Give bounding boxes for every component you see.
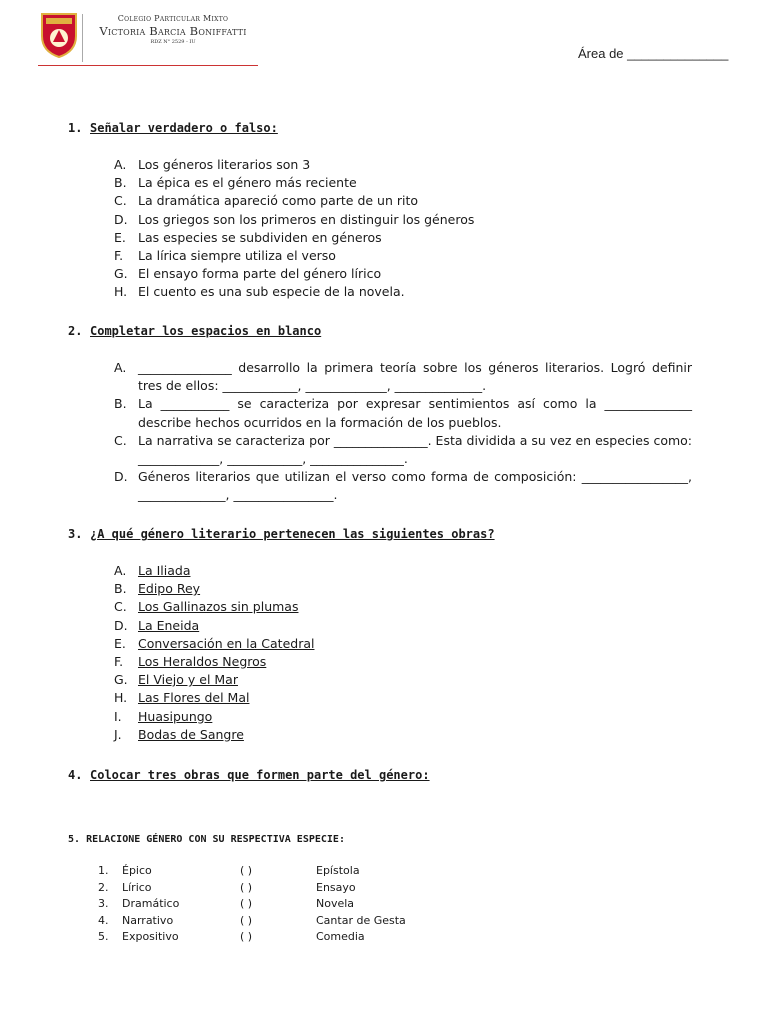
list-item (114, 211, 474, 229)
list-item (114, 562, 314, 580)
school-name-line2: Victoria Barcia Boniffatti (99, 24, 247, 38)
item-label: G. (114, 672, 128, 688)
table-row (98, 864, 428, 881)
list-item (114, 653, 314, 671)
item-label: J. (114, 726, 122, 742)
list-item (114, 598, 314, 616)
item-text: El ensayo forma parte del género lírico (138, 266, 382, 282)
question-number: 1. (68, 121, 83, 135)
genre-cell: Lírico (122, 880, 152, 894)
item-label: D. (114, 617, 128, 633)
question-number: 4. (68, 768, 83, 782)
item-text: Las especies se subdividen en géneros (138, 229, 382, 245)
item-label: C. (114, 599, 127, 615)
item-text: Los Gallinazos sin plumas (138, 599, 299, 615)
list-item (114, 580, 314, 598)
item-text: Los Heraldos Negros (138, 654, 267, 670)
answer-blank[interactable]: ( ) (240, 897, 253, 910)
item-text: Bodas de Sangre (138, 726, 244, 742)
item-text: La narrativa se caracteriza por _______________. Esta dividida a su vez en especies como: _____________, ____________, _______________. (138, 432, 692, 467)
school-name (88, 14, 258, 45)
item-text: Los griegos son los primeros en distinguir los géneros (138, 211, 475, 227)
item-label: D. (114, 469, 128, 485)
question-number: 3. (68, 527, 83, 541)
list-item (114, 468, 692, 504)
list-item (114, 635, 314, 653)
list-item (114, 229, 474, 247)
table-row (98, 914, 428, 931)
species-cell: Ensayo (316, 880, 356, 894)
table-row (98, 881, 428, 898)
item-label: I. (114, 708, 122, 724)
item-text: La ___________ se caracteriza por expresar sentimientos así como la ______________ describe hechos ocurridos en la formación de los pueblos. (138, 396, 692, 430)
item-label: F. (114, 248, 124, 264)
table-row (98, 930, 428, 947)
item-label: B. (114, 581, 127, 597)
header-divider (82, 14, 83, 62)
question-title: ¿A qué género literario pertenecen las siguientes obras? (90, 527, 495, 541)
list-item (114, 395, 692, 431)
item-label: E. (114, 229, 126, 245)
question-title: RELACIONE GÉNERO CON SU RESPECTIVA ESPECIE: (86, 834, 345, 845)
question-4-heading (68, 768, 430, 782)
table-row (98, 897, 428, 914)
item-text: Géneros literarios que utilizan el verso como forma de composición: _________________, ______________, ________________. (138, 469, 692, 503)
genre-cell: Expositivo (122, 930, 179, 943)
question-title: Señalar verdadero o falso: (90, 121, 278, 135)
item-text: Edipo Rey (138, 581, 201, 597)
item-label: G. (114, 266, 128, 282)
school-crest-icon (40, 12, 78, 58)
species-cell: Novela (316, 897, 355, 910)
genre-cell: Narrativo (122, 913, 174, 927)
species-cell: Epístola (316, 864, 360, 877)
item-label: C. (114, 432, 127, 448)
item-text: La lírica siempre utiliza el verso (138, 248, 336, 264)
item-text: La Iliada (138, 563, 191, 578)
genre-cell: Dramático (122, 897, 180, 910)
question-number: 5. (68, 834, 81, 845)
item-label: A. (114, 563, 127, 578)
list-item (114, 265, 474, 283)
row-number: 1. (98, 864, 109, 877)
list-item (114, 617, 314, 635)
row-number: 4. (98, 913, 109, 927)
matching-table (98, 864, 428, 947)
answer-blank[interactable]: ( ) (240, 913, 253, 927)
question-1-heading (68, 121, 278, 135)
row-number: 2. (98, 880, 109, 894)
item-text: Huasipungo (138, 708, 213, 724)
item-text: El cuento es una sub especie de la novela. (138, 284, 405, 300)
item-text: Conversación en la Catedral (138, 635, 315, 651)
list-item (114, 689, 314, 707)
item-label: B. (114, 396, 127, 412)
question-title: Colocar tres obras que formen parte del género: (90, 768, 430, 782)
school-header (38, 10, 260, 68)
question-3-heading (68, 527, 495, 541)
item-label: A. (114, 360, 127, 375)
question-2-list (114, 359, 692, 505)
item-text: El Viejo y el Mar (138, 672, 238, 688)
species-cell: Cantar de Gesta (316, 913, 406, 927)
row-number: 5. (98, 930, 109, 943)
list-item (114, 174, 474, 192)
item-label: F. (114, 654, 124, 670)
question-3-list (114, 562, 314, 744)
item-label: A. (114, 157, 127, 172)
item-label: H. (114, 690, 128, 706)
answer-blank[interactable]: ( ) (240, 864, 253, 877)
answer-blank[interactable]: ( ) (240, 880, 253, 894)
question-2-heading (68, 324, 321, 338)
question-1-list (114, 156, 474, 302)
list-item (114, 671, 314, 689)
list-item (114, 283, 474, 301)
school-name-line1: Colegio Particular Mixto (117, 14, 229, 23)
row-number: 3. (98, 897, 109, 910)
item-label: E. (114, 635, 126, 651)
list-item (114, 156, 474, 174)
species-cell: Comedia (316, 930, 365, 943)
item-text: _______________ desarrollo la primera teoría sobre los géneros literarios. Logró definir tres de ellos: ____________, _____________, ______________. (138, 360, 692, 394)
question-title: Completar los espacios en blanco (90, 324, 322, 338)
item-text: La épica es el género más reciente (138, 175, 357, 191)
item-label: H. (114, 284, 128, 300)
area-field[interactable]: Área de ______________ (578, 46, 729, 61)
school-registration: RDZ N° 2529 - IU (150, 39, 196, 45)
item-text: Las Flores del Mal (138, 690, 250, 706)
list-item (114, 359, 692, 395)
item-text: La Eneida (138, 617, 200, 633)
item-text: La dramática apareció como parte de un rito (138, 193, 419, 209)
item-label: D. (114, 211, 128, 227)
list-item (114, 247, 474, 265)
item-label: B. (114, 175, 127, 191)
question-5-heading (68, 834, 345, 845)
list-item (114, 432, 692, 468)
item-label: C. (114, 193, 127, 209)
list-item (114, 192, 474, 210)
question-number: 2. (68, 324, 83, 338)
list-item (114, 726, 314, 744)
item-text: Los géneros literarios son 3 (138, 157, 311, 172)
header-underline (38, 65, 258, 66)
genre-cell: Épico (122, 864, 152, 877)
answer-blank[interactable]: ( ) (240, 930, 253, 943)
list-item (114, 708, 314, 726)
